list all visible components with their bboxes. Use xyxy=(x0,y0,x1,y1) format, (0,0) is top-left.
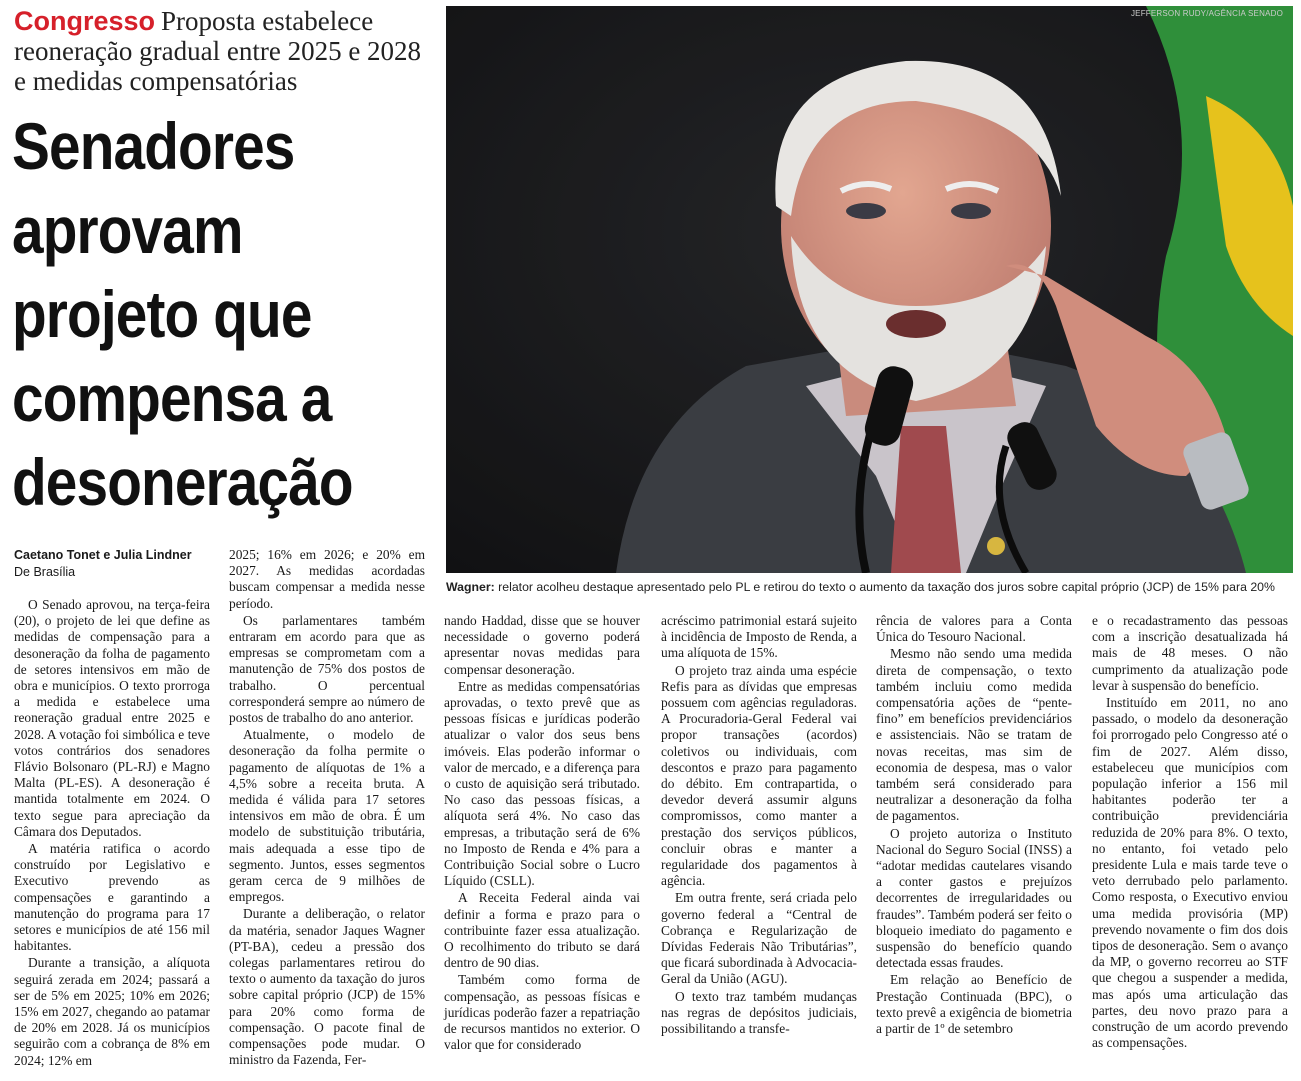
caption-text: relator acolheu destaque apresentado pelo PL e retirou do texto o aumento da taxação dos juros sobre capital próprio (JCP) de 15% para 20% xyxy=(494,580,1275,594)
article-column-4 xyxy=(661,613,857,1037)
headline-line: compensa a xyxy=(12,361,332,435)
article-paragraph: Os parlamentares também entraram em acordo para que as empresas se comprometam com a manutenção de 75% dos postos de trabalho. O percentual corresponderá sempre ao número de postos de trabalho do ano anterior. xyxy=(229,612,425,726)
article-paragraph: Mesmo não sendo uma medida direta de compensação, o texto também incluiu como medida compensatória ações de “pente-fino” em benefícios previdenciários e assistenciais. Não se tratam de novas receitas, mas sim de economia de despesa, mas o valor também será considerado para neutralizar a desoneração da folha de pagamentos. xyxy=(876,646,1072,824)
senator-portrait-illustration xyxy=(446,6,1293,573)
article-column-5 xyxy=(876,613,1072,1037)
article-paragraph: Atualmente, o modelo de desoneração da folha permite o pagamento de alíquotas de 1% a 4,5% sobre a receita bruta. A medida é válida para 17 setores intensivos em mão de obra. É um modelo de substituição tributária, mais adequada a esse tipo de segmento. Juntos, esses segmentos geram cerca de 9 milhões de empregos. xyxy=(229,727,425,905)
headline-line: Senadores xyxy=(12,109,295,183)
article-paragraph: Durante a transição, a alíquota seguirá zerada em 2024; passará a ser de 5% em 2025; 10% em 2026; 15% em 2027, chegando ao patamar de 20% em 2028. Já os municípios seguirão com a cobrança de 8% em 2024; 12% em xyxy=(14,955,210,1068)
article-paragraph: Em outra frente, será criada pelo governo federal a “Central de Cobrança e Regularização de Dívidas Federais Não Tributárias”, que ficará subordinada à Advocacia-Geral da União (AGU). xyxy=(661,890,857,987)
article-paragraph: O Senado aprovou, na terça-feira (20), o projeto de lei que define as medidas de compensação para a desoneração da folha de pagamento de setores intensivos em mão de obra e municípios. O texto prorroga a medida e estabelece uma reoneração gradual entre 2025 e 2028. A votação foi simbólica e teve votos contrários dos senadores Flávio Bolsonaro (PL-RJ) e Magno Malta (PL-ES). A desoneração é mantida totalmente em 2024. O texto segue para apreciação da Câmara dos Deputados. xyxy=(14,597,210,839)
article-paragraph: 2025; 16% em 2026; e 20% em 2027. As medidas acordadas buscam compensar a medida nesse período. xyxy=(229,547,425,611)
article-column-1 xyxy=(14,597,210,1069)
article-paragraph: Entre as medidas compensatórias aprovadas, o texto prevê que as pessoas físicas e jurídicas poderão atualizar o valor dos seus bens imóveis. Elas poderão informar o valor de mercado, e a diferença para o custo de aquisição será tributado. No caso das pessoas físicas, a alíquota será 4%. No caso das empresas, a tributação será de 6% no Imposto de Renda e 4% para a Contribuição Social sobre o Lucro Líquido (CSLL). xyxy=(444,678,640,889)
article-paragraph: O projeto autoriza o Instituto Nacional do Seguro Social (INSS) a “adotar medidas cautelares visando a conter gastos e prejuízos decorrentes de irregularidades ou fraudes”. Também poderá ser feito o bloqueio imediato do pagamento e suspensão do benefício quando detectada essas fraudes. xyxy=(876,825,1072,971)
section-label[interactable]: Congresso xyxy=(14,6,156,36)
article-paragraph: A Receita Federal ainda vai definir a forma e prazo para o contribuinte fazer essa atualização. O recolhimento do tributo se dará dentro de 90 dias. xyxy=(444,890,640,971)
article-paragraph: acréscimo patrimonial estará sujeito à incidência de Imposto de Renda, a uma alíquota de 15%. xyxy=(661,613,857,661)
lapel-pin xyxy=(987,537,1005,555)
caption-lead: Wagner: xyxy=(446,580,495,594)
news-photo[interactable] xyxy=(446,6,1293,573)
byline-location: De Brasília xyxy=(14,565,76,579)
photo-caption xyxy=(446,579,1296,595)
article-paragraph: O texto traz também mudanças nas regras de depósitos judiciais, possibilitando a transfe- xyxy=(661,988,857,1037)
article-paragraph: Instituído em 2011, no ano passado, o modelo da desoneração foi prorrogado pelo Congresso até o fim de 2027. Além disso, estabeleceu que municípios com população inferior a 156 mil habitantes poderão ter a contribuição previdenciária reduzida de 20% para 8%. O texto, no entanto, foi vetado pelo presidente Lula e mais tarde teve o veto derrubado pelo parlamento. Como resposta, o Executivo enviou uma medida provisória (MP) prevendo novamente o fim dos dois tipos de desoneração. Sem o avanço da MP, o governo recorreu ao STF que chegou a suspender a medida, mas após uma articulação das partes, deu novo prazo para a construção de um acordo prevendo as compensações. xyxy=(1092,695,1288,1051)
article-kicker xyxy=(14,6,434,96)
article-paragraph: Também como forma de compensação, as pessoas físicas e jurídicas poderão fazer a repatriação de recursos mantidos no exterior. O valor que for considerado xyxy=(444,972,640,1053)
headline-line: desoneração xyxy=(12,445,353,519)
article-paragraph: A matéria ratifica o acordo construído por Legislativo e Executivo prevendo as compensações e garantindo a manutenção do programa para 17 setores e municípios de até 156 mil habitantes. xyxy=(14,841,210,954)
article-paragraph: O projeto traz ainda uma espécie Refis para as dívidas que empresas possuem com agências reguladoras. A Procuradoria-Geral Federal vai propor transações (acordos) coletivos ou individuais, com descontos e prazo para pagamento do débito. Em contrapartida, o devedor deverá assumir alguns compromissos, como manter a prestação dos serviços públicos, concluir obras e manter a regularidade dos pagamentos à agência. xyxy=(661,662,857,889)
photo-credit: JEFFERSON RUDY/AGÊNCIA SENADO xyxy=(1130,9,1283,18)
article-paragraph: nando Haddad, disse que se houver necessidade o governo poderá apresentar novas medidas para compensar desoneração. xyxy=(444,613,640,677)
byline xyxy=(14,547,192,581)
article-paragraph: Durante a deliberação, o relator da matéria, senador Jaques Wagner (PT-BA), cedeu a pressão dos colegas parlamentares retirou do texto o aumento da taxação do juros sobre capital próprio (JCP) de 15% para 20% como forma de compensação. O pacote final de compensações pode mudar. O ministro da Fazenda, Fer- xyxy=(229,906,425,1068)
headline xyxy=(12,104,382,524)
article-column-6 xyxy=(1092,613,1288,1051)
article-column-2 xyxy=(229,547,425,1069)
headline-line: projeto que xyxy=(12,277,312,351)
article-paragraph: e o recadastramento das pessoas com a inscrição desatualizada há mais de 48 meses. O não cumprimento da atualização pode levar à suspensão do benefício. xyxy=(1092,613,1288,693)
article-paragraph: rência de valores para a Conta Única do Tesouro Nacional. xyxy=(876,613,1072,645)
article-paragraph: Em relação ao Benefício de Prestação Continuada (BPC), o texto prevê a exigência de biometria a partir de 1º de setembro xyxy=(876,972,1072,1037)
byline-authors: Caetano Tonet e Julia Lindner xyxy=(14,548,192,562)
headline-line: aprovam xyxy=(12,193,243,267)
kicker-text: Proposta estabelece reoneração gradual entre 2025 e 2028 e medidas compensatórias xyxy=(14,6,422,96)
article-column-3 xyxy=(444,613,640,1053)
